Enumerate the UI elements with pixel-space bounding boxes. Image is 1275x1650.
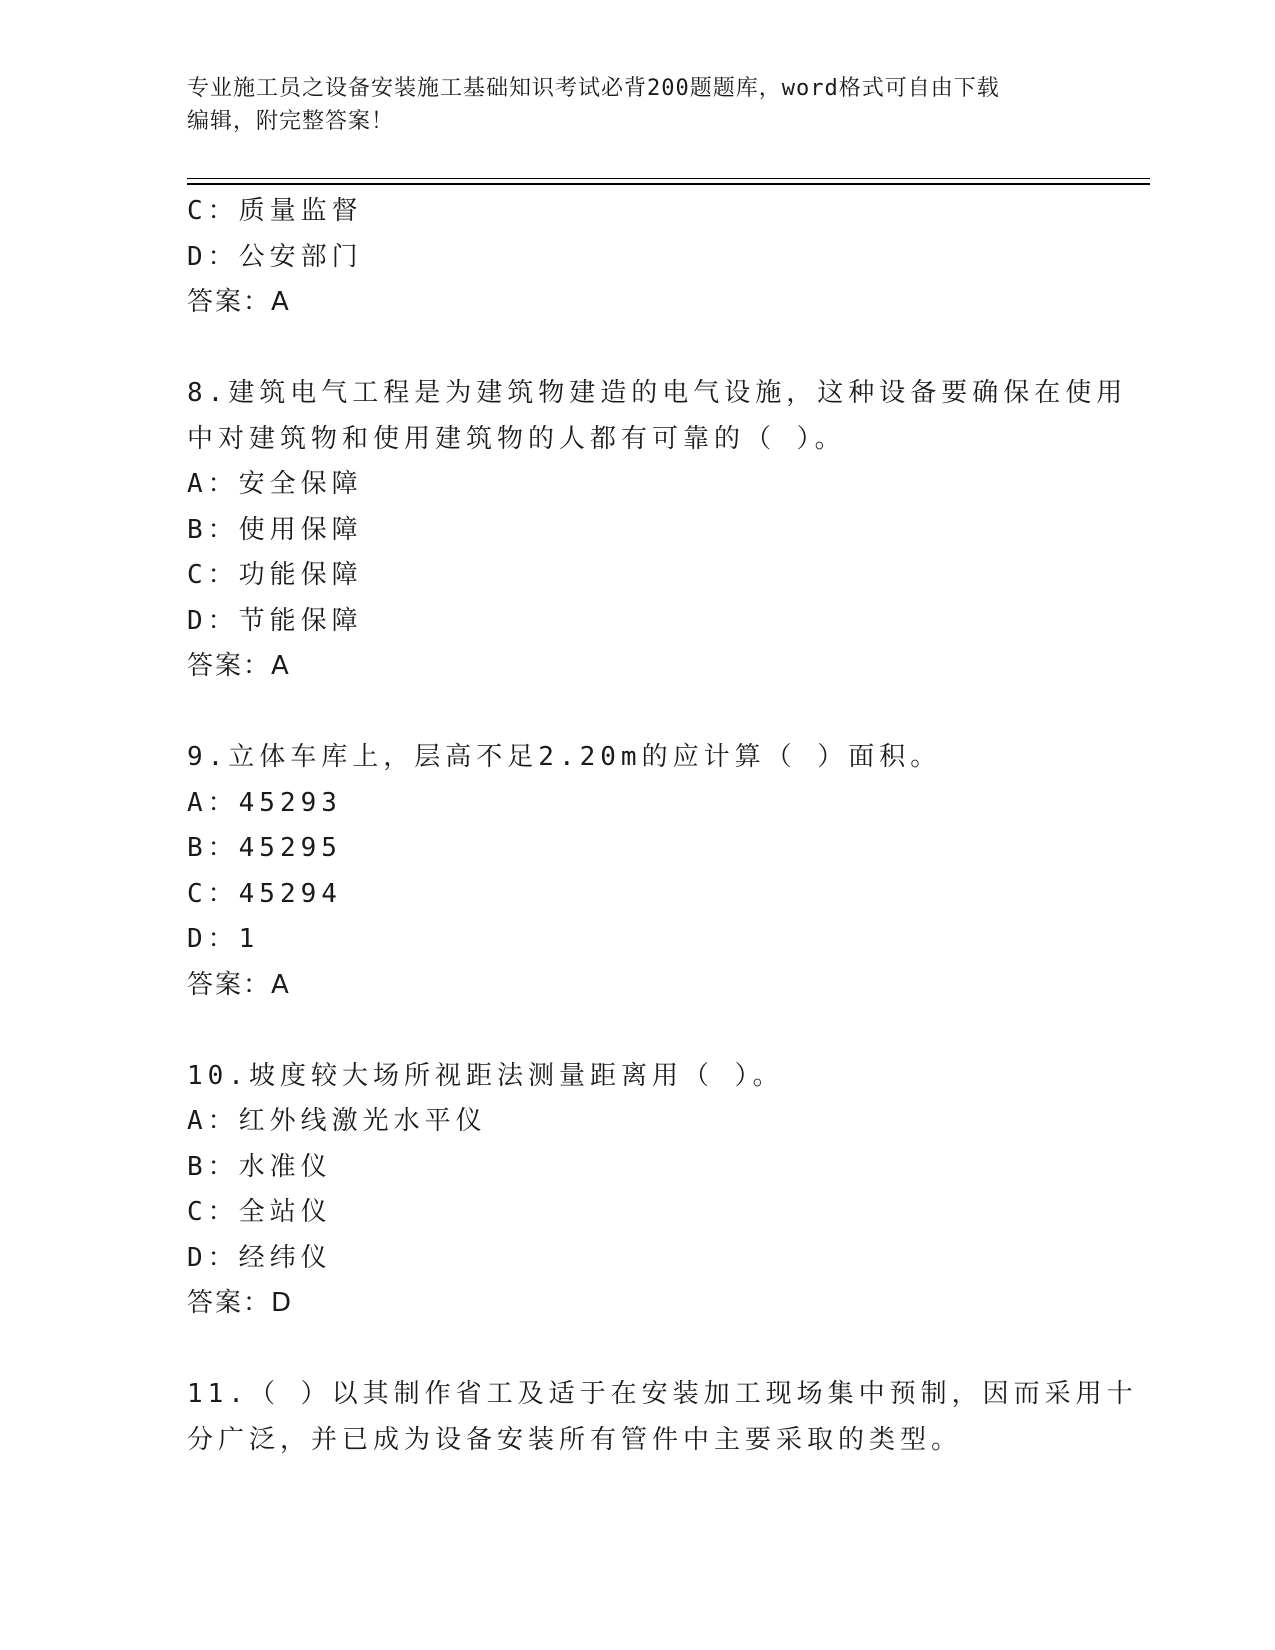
option-a: A：红外线激光水平仪	[187, 1106, 487, 1136]
option-a: A：安全保障	[187, 469, 363, 499]
question-11	[187, 1372, 1138, 1463]
header-line-2: 编辑，附完整答案！	[187, 109, 395, 134]
header-divider-thin	[187, 178, 1150, 179]
answer-line: 答案：A	[187, 651, 291, 681]
answer-line: 答案：D	[187, 1288, 294, 1318]
option-c: C：质量监督	[187, 196, 363, 226]
option-d: D：经纬仪	[187, 1242, 332, 1273]
spacer	[187, 326, 1087, 372]
spacer	[187, 690, 1087, 736]
question-stem-continued: 中对建筑物和使用建筑物的人都有可靠的（ ）。	[187, 423, 846, 454]
question-stem: 11.（ ）以其制作省工及适于在安装加工现场集中预制，因而采用十	[187, 1379, 1138, 1409]
question-list	[187, 189, 1138, 1463]
answer-line: 答案：A	[187, 969, 291, 1000]
option-c: C：功能保障	[187, 560, 363, 590]
header-line-1: 专业施工员之设备安装施工基础知识考试必背200题题库，word格式可自由下载	[187, 76, 1000, 101]
question-stem: 10.坡度较大场所视距法测量距离用（ ）。	[187, 1060, 784, 1091]
spacer	[187, 1327, 1087, 1373]
option-d: D：公安部门	[187, 241, 363, 272]
question-stem: 9.立体车库上，层高不足2.20m的应计算（ ）面积。	[187, 742, 942, 772]
option-c: C：45294	[187, 878, 342, 909]
document-header	[187, 72, 1087, 138]
question-8	[187, 371, 1128, 690]
question-10	[187, 1054, 1087, 1327]
option-d: D：1	[187, 924, 260, 954]
question-stem-continued: 分广泛，并已成为设备安装所有管件中主要采取的类型。	[187, 1424, 963, 1455]
spacer	[187, 1008, 1087, 1054]
option-d: D：节能保障	[187, 605, 363, 636]
question-7-tail	[187, 189, 1087, 326]
option-c: C：全站仪	[187, 1197, 332, 1227]
option-b: B：水准仪	[187, 1151, 332, 1182]
answer-line: 答案：A	[187, 287, 291, 317]
option-b: B：使用保障	[187, 514, 363, 545]
question-9	[187, 735, 1087, 1008]
question-stem: 8.建筑电气工程是为建筑物建造的电气设施，这种设备要确保在使用	[187, 378, 1128, 408]
header-divider-thick	[187, 183, 1150, 185]
option-a: A：45293	[187, 787, 342, 818]
option-b: B：45295	[187, 833, 342, 863]
